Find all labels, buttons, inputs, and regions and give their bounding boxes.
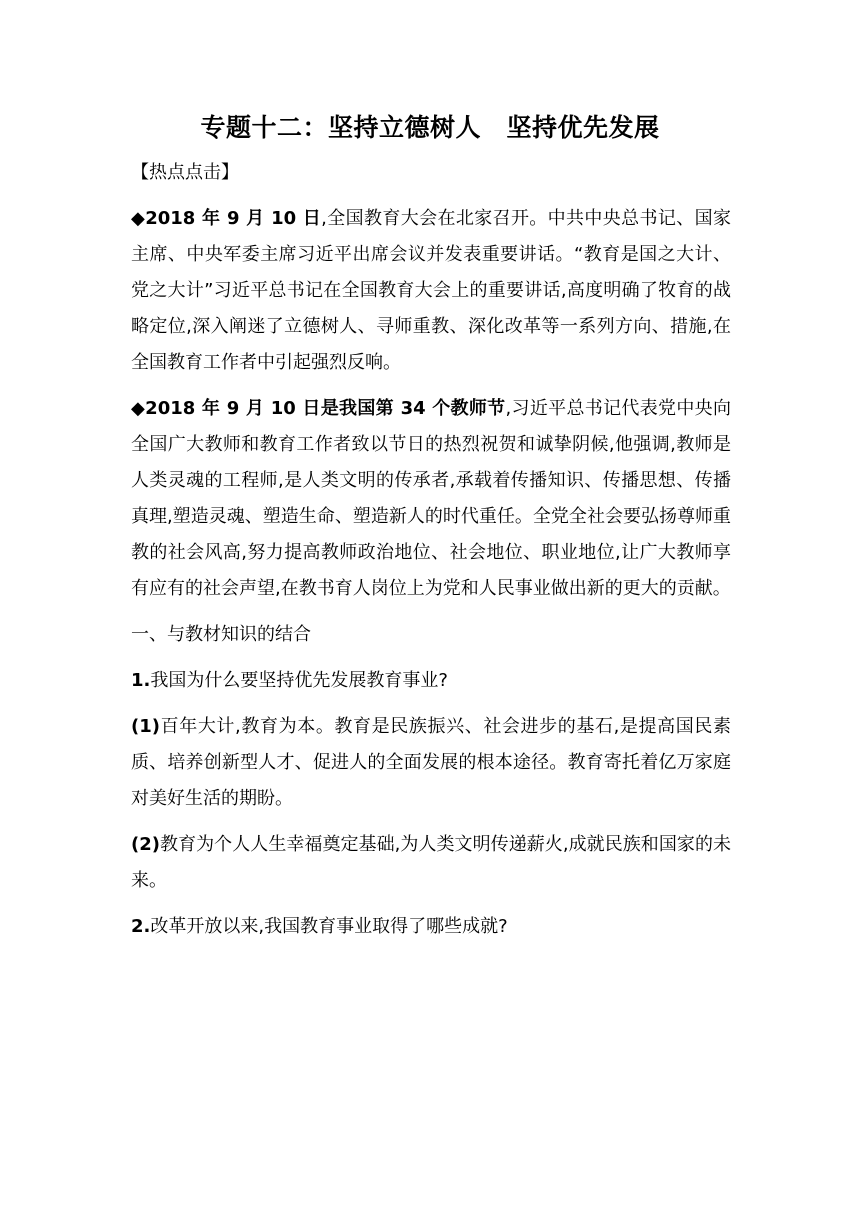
diamond-bullet-icon: ◆ <box>131 208 146 229</box>
hotspot-1-lead: 2018 年 9 月 10 日 <box>145 208 322 229</box>
answer-1-2 <box>131 827 731 899</box>
hotspot-paragraph-2 <box>131 391 731 607</box>
question-1 <box>131 663 731 699</box>
section-one-heading: 一、与教材知识的结合 <box>131 624 311 645</box>
answer-1-1-text: 百年大计,教育为本。教育是民族振兴、社会进步的基石,是提高国民素质、培养创新型人才、促进人的全面发展的根本途径。教育寄托着亿万家庭对美好生活的期盼。 <box>131 716 731 809</box>
question-1-number: 1. <box>131 670 151 691</box>
section-heading: 【热点点击】 <box>131 162 239 183</box>
answer-1-1-label: (1) <box>131 716 160 737</box>
diamond-bullet-icon: ◆ <box>131 398 146 419</box>
hotspot-2-text: ,习近平总书记代表党中央向全国广大教师和教育工作者致以节日的热烈祝贺和诚挚阴候,他强调,教师是人类灵魂的工程师,是人类文明的传承者,承载着传播知识、传播思想、传播真理,塑造灵魂、塑造生命、塑造新人的时代重任。全党全社会要弘扬尊师重教的社会风高,努力提高教师政治地位、社会地位、职业地位,让广大教师享有应有的社会声望,在教书育人岗位上为党和人民事业做出新的更大的贡献。 <box>131 398 731 599</box>
question-2-text: 改革开放以来,我国教育事业取得了哪些成就? <box>150 916 508 937</box>
answer-1-2-label: (2) <box>131 834 160 855</box>
question-2 <box>131 909 731 945</box>
question-1-text: 我国为什么要坚持优先发展教育事业? <box>150 670 448 691</box>
answer-1-2-text: 教育为个人人生幸福奠定基础,为人类文明传递薪火,成就民族和国家的未来。 <box>131 834 731 891</box>
answer-1-1 <box>131 709 731 817</box>
hotspot-paragraph-1 <box>131 201 731 381</box>
hotspot-1-text: ,全国教育大会在北家召开。中共中央总书记、国家主席、中央军委主席习近平出席会议并发表重要讲话。“教育是国之大计、党之大计”习近平总书记在全国教育大会上的重要讲话,高度明确了牧育的战略定位,深入阐迷了立德树人、寻师重教、深化改革等一系列方向、措施,在全国教育工作者中引起强烈反响。 <box>131 208 731 373</box>
question-2-number: 2. <box>131 916 151 937</box>
document-body <box>131 155 731 955</box>
hotspot-2-lead: 2018 年 9 月 10 日是我国第 34 个教师节 <box>145 398 506 419</box>
document-title: 专题十二：坚持立德树人 坚持优先发展 <box>200 113 660 142</box>
